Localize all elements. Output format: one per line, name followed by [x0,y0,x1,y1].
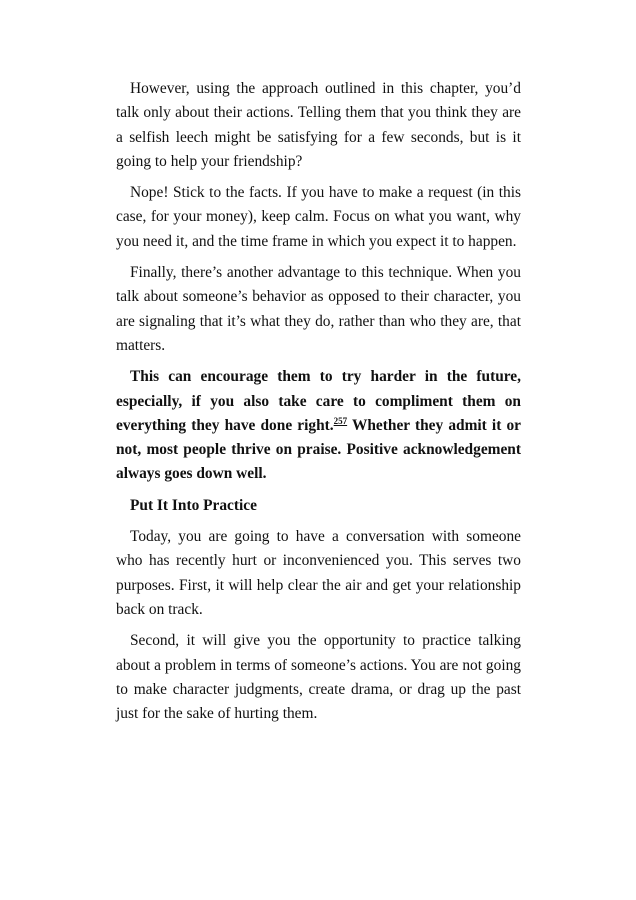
paragraph-today: Today, you are going to have a conversation with someone who has recently hurt or inconvenienced you. This serves two purposes. First, it will help clear the air and get your relationship back on track. [116,528,521,618]
page-body [116,77,521,733]
section-heading: Put It Into Practice [130,496,257,514]
paragraph-advantage: Finally, there’s another advantage to this technique. When you talk about someone’s behavior as opposed to their character, you are signaling that it’s what they do, rather than who they are, that matters. [116,264,521,354]
paragraph-stick-to-facts: Nope! Stick to the facts. If you have to make a request (in this case, for your money), keep calm. Focus on what you want, why you need it, and the time frame in which you expect it to happen. [116,184,521,250]
bold-text-before-footnote: This can encourage them to try harder in the future, especially, if you also take care to compliment them on everything they have done right. [116,368,521,434]
bold-text-after-footnote: Whether they admit it or not, most people thrive on praise. Positive acknowledgement always goes down well. [116,416,521,483]
footnote-reference[interactable]: 257 [333,415,348,426]
paragraph-approach: However, using the approach outlined in this chapter, you’d talk only about their actions. Telling them that you think they are a selfish leech might be satisfying for a few seconds, but is it going to help your friendship? [116,80,521,170]
paragraph-encourage-bold [116,365,521,486]
paragraph-second: Second, it will give you the opportunity to practice talking about a problem in terms of someone’s actions. You are not going to make character judgments, create drama, or drag up the past just for the sake of hurting them. [116,632,521,723]
